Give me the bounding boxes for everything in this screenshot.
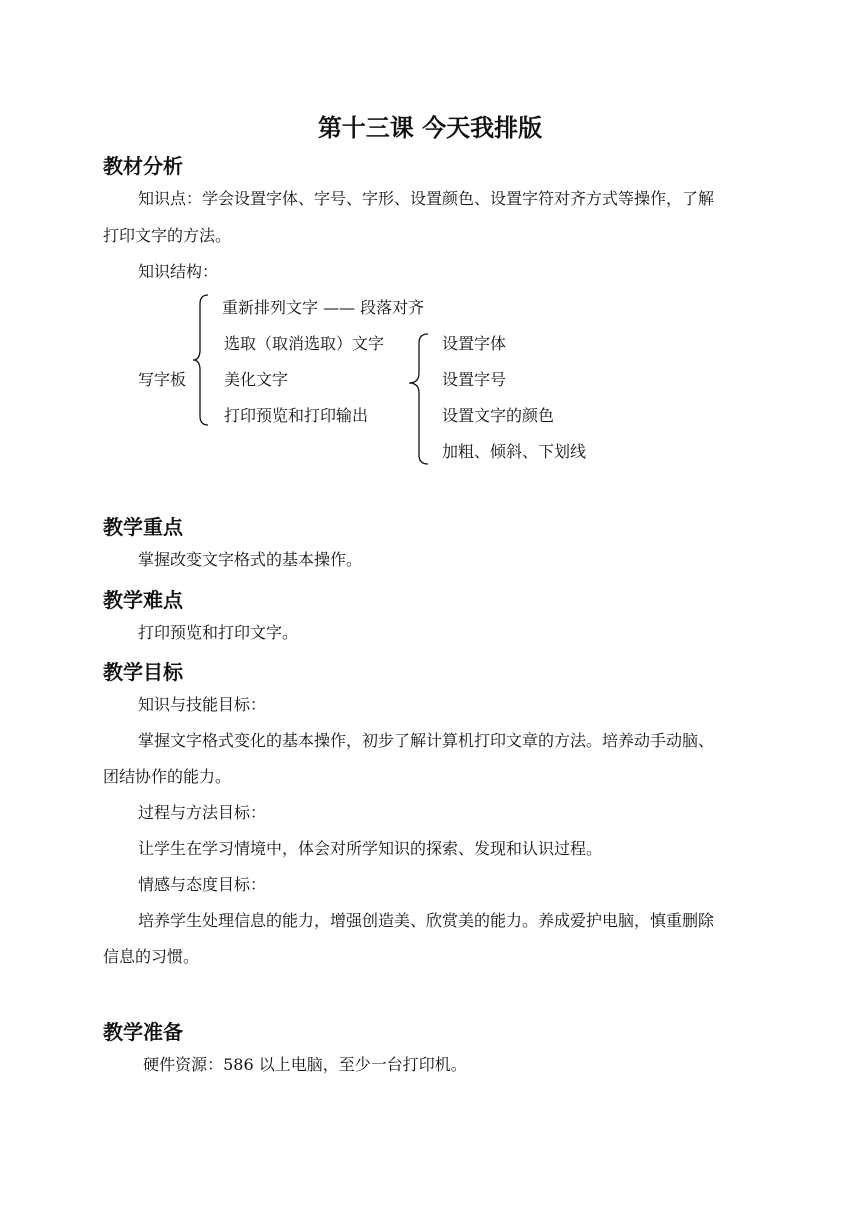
structure-sub-item-2: 设置字号 [442, 370, 507, 389]
knowledge-skill-line2: 团结协作的能力。 [103, 767, 232, 786]
structure-sub-item-1: 设置字体 [442, 334, 507, 353]
heading-difficulty: 教学难点 [103, 588, 183, 612]
structure-brace-right [408, 333, 430, 465]
knowledge-points-line2: 打印文字的方法。 [103, 226, 232, 245]
emotion-attitude-label: 情感与态度目标： [138, 875, 267, 894]
knowledge-points-line1: 知识点：学会设置字体、字号、字形、设置颜色、设置字符对齐方式等操作，了解 [138, 189, 715, 208]
structure-item-1: 重新排列文字 —— 段落对齐 [222, 298, 425, 317]
structure-sub-item-4: 加粗、倾斜、下划线 [442, 442, 587, 461]
structure-sub-item-3: 设置文字的颜色 [442, 406, 555, 425]
heading-preparation: 教学准备 [103, 1020, 183, 1044]
structure-root: 写字板 [138, 370, 187, 389]
knowledge-skill-line1: 掌握文字格式变化的基本操作，初步了解计算机打印文章的方法。培养动手动脑、 [138, 731, 715, 750]
difficulty-text: 打印预览和打印文字。 [138, 623, 299, 642]
heading-key-point: 教学重点 [103, 515, 183, 539]
structure-brace-left [192, 294, 210, 426]
emotion-attitude-line2: 信息的习惯。 [103, 947, 200, 966]
structure-item-3: 美化文字 [224, 370, 289, 389]
process-method-label: 过程与方法目标： [138, 803, 267, 822]
knowledge-skill-label: 知识与技能目标： [138, 695, 267, 714]
structure-item-2: 选取（取消选取）文字 [224, 334, 385, 353]
process-method-text: 让学生在学习情境中，体会对所学知识的探索、发现和认识过程。 [138, 839, 603, 858]
preparation-text: 硬件资源：586 以上电脑，至少一台打印机。 [138, 1055, 467, 1074]
emotion-attitude-line1: 培养学生处理信息的能力，增强创造美、欣赏美的能力。养成爱护电脑，慎重删除 [138, 911, 715, 930]
key-point-text: 掌握改变文字格式的基本操作。 [138, 550, 363, 569]
structure-label: 知识结构： [138, 262, 219, 281]
structure-item-4: 打印预览和打印输出 [224, 406, 369, 425]
heading-analysis: 教材分析 [103, 154, 183, 178]
lesson-title: 第十三课 今天我排版 [317, 114, 543, 142]
heading-objectives: 教学目标 [103, 660, 183, 684]
